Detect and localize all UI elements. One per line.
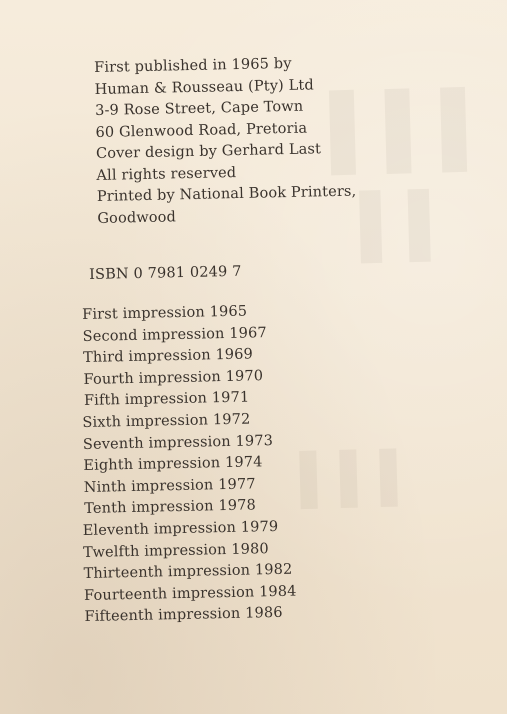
impression-line: Ninth impression 1977 (83, 476, 256, 496)
impression-line: Twelfth impression 1980 (83, 540, 269, 561)
impression-line: Eighth impression 1974 (83, 454, 263, 475)
impression-line: Fifth impression 1971 (83, 389, 250, 410)
impression-line: Seventh impression 1973 (82, 432, 274, 453)
impression-line: Third impression 1969 (82, 346, 254, 367)
publisher-line: 60 Glenwood Road, Pretoria (95, 120, 308, 141)
impressions-list (82, 301, 297, 629)
publisher-line: All rights reserved (96, 164, 237, 184)
show-through-texture: ▌▌ (359, 189, 458, 259)
impression-line: Fourth impression 1970 (83, 368, 264, 388)
impression-line: Second impression 1967 (82, 324, 267, 345)
impression-line: Eleventh impression 1979 (82, 518, 279, 539)
publisher-line: Cover design by Gerhard Last (95, 141, 322, 162)
publisher-line: First published in 1965 by (94, 55, 292, 76)
impression-line: First impression 1965 (82, 303, 248, 323)
impression-line: Fourteenth impression 1984 (83, 583, 297, 604)
show-through-texture: ▌▌▌ (299, 449, 421, 506)
publisher-line: 3-9 Rose Street, Cape Town (94, 98, 304, 119)
isbn-line: ISBN 0 7981 0249 7 (89, 263, 242, 283)
impression-line: Fifteenth impression 1986 (84, 605, 283, 626)
publisher-info (94, 53, 357, 230)
show-through-texture: ▌▌▌ (329, 88, 498, 171)
impression-line: Sixth impression 1972 (82, 411, 251, 431)
isbn-block (89, 262, 242, 287)
publisher-line: Printed by National Book Printers, (96, 183, 357, 205)
publisher-line: Goodwood (97, 208, 177, 227)
impression-line: Tenth impression 1978 (84, 497, 257, 518)
impression-line: Thirteenth impression 1982 (83, 561, 293, 583)
publisher-line: Human & Rousseau (Pty) Ltd (94, 76, 315, 98)
